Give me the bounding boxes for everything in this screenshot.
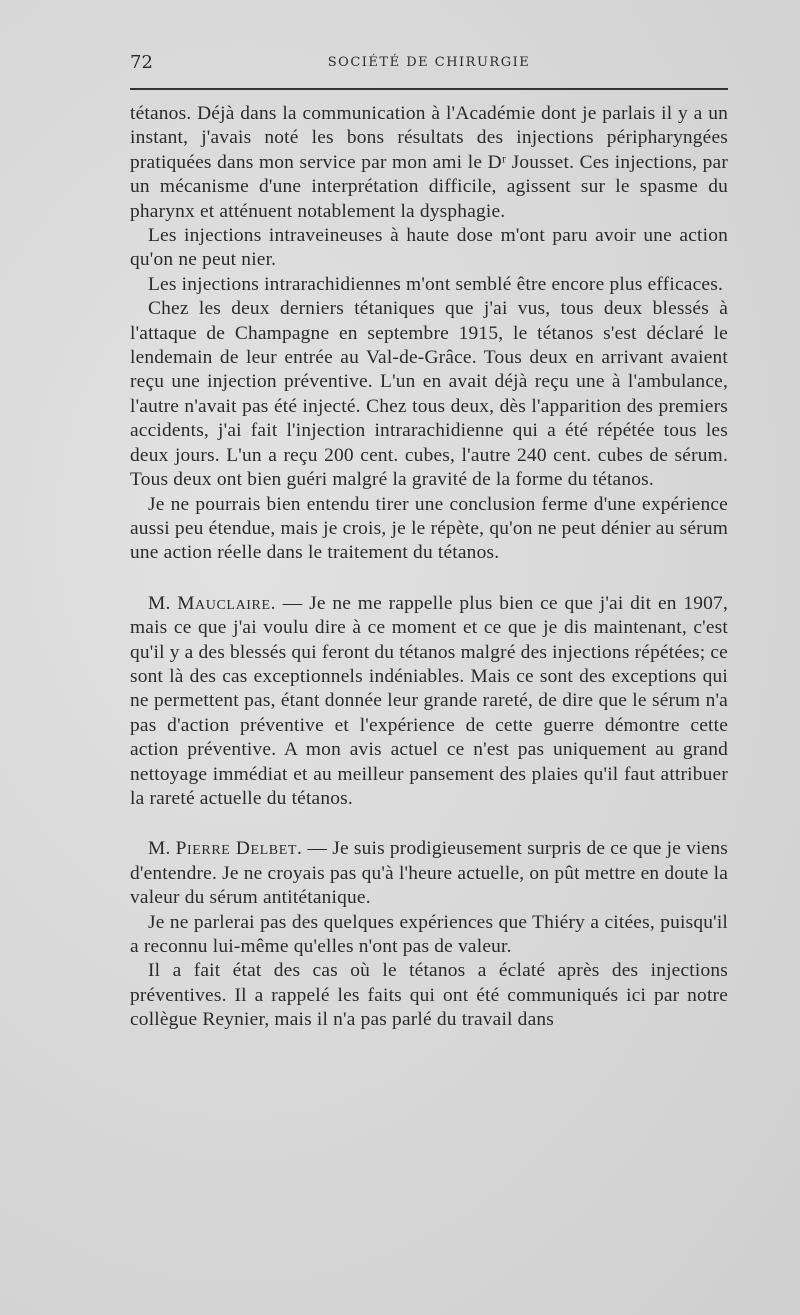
body-text <box>130 102 728 1033</box>
header-rule <box>130 88 728 90</box>
running-title: SOCIÉTÉ DE CHIRURGIE <box>327 55 531 70</box>
page-header <box>130 50 728 84</box>
paragraph-cases: Chez les deux derniers tétaniques que j'ai vus, tous deux blessés à l'attaque de Champagne en septembre 1915, le tétanos s'est déclaré le lendemain de leur entrée au Val-de-Grâce. Tous deux en arrivant avaient reçu une injection préventive. L'un en avait déjà reçu une à l'ambulance, l'autre n'avait pas été injecté. Chez tous deux, dès l'apparition des premiers accidents, j'ai fait l'injection intrarachidienne qui a été répétée tous les deux jours. L'un a reçu 200 cent. cubes, l'autre 240 cent. cubes de sérum. Tous deux ont bien guéri malgré la gravité de la forme du tétanos. <box>130 298 728 491</box>
speaker-prefix: M. <box>148 592 178 614</box>
book-page <box>130 50 728 1033</box>
speaker-name: Pierre Delbet. <box>175 838 303 860</box>
speech-delbet <box>130 837 728 910</box>
paragraph-continuation: tétanos. Déjà dans la communication à l'Académie dont je parlais il y a un instant, j'avais noté les bons résultats des injections péripharyngées pratiquées dans mon service par mon ami le Dʳ Jousset. Ces injections, par un mécanisme d'une interprétation difficile, agissent sur le spasme du pharynx et atténuent notablement la dysphagie. <box>130 103 728 222</box>
speaker-prefix: M. <box>148 838 176 860</box>
paragraph-conclusion: Je ne pourrais bien entendu tirer une conclusion ferme d'une expérience aussi peu étendue, mais je crois, je le répète, qu'on ne peut dénier au sérum une action réelle dans le traitement du tétanos. <box>130 493 728 564</box>
paragraph-thiery: Je ne parlerai pas des quelques expériences que Thiéry a citées, puisqu'il a reconnu lui-même qu'elles n'ont pas de valeur. <box>130 911 728 957</box>
paragraph-reynier: Il a fait état des cas où le tétanos a éclaté après des injections préventives. Il a rappelé les faits qui ont été communiqués ici par notre collègue Reynier, mais il n'a pas parlé du travail dans <box>130 960 728 1031</box>
paragraph-intrathecal: Les injections intrarachidiennes m'ont semblé être encore plus efficaces. <box>148 273 723 295</box>
speech-text: — Je suis prodigieusement surpris de ce que je viens d'entendre. Je ne croyais pas qu'à l'heure actuelle, on pût mettre en doute la valeur du sérum antitétanique. <box>130 838 728 909</box>
speech-text: — Je ne me rappelle plus bien ce que j'ai dit en 1907, mais ce que j'ai voulu dire à ce moment et ce que je dis maintenant, c'est qu'il y a des blessés qui feront du tétanos malgré des injections répétées; ce sont là des cas exceptionnels indéniables. Mais ce sont des exceptions qui ne permettent pas, étant donnée leur grande rareté, de dire que le sérum n'a pas d'action préventive et l'expérience de cette guerre démontre cette action préventive. A mon avis actuel ce n'est pas uniquement au grand nettoyage immédiat et au meilleur pansement des plaies qu'il faut attribuer la rareté actuelle du tétanos. <box>130 592 728 809</box>
speech-mauclaire <box>130 592 728 812</box>
paragraph-intravenous: Les injections intraveineuses à haute dose m'ont paru avoir une action qu'on ne peut nier. <box>130 225 728 271</box>
page-number: 72 <box>130 52 153 73</box>
speaker-name: Mauclaire. <box>177 592 277 614</box>
